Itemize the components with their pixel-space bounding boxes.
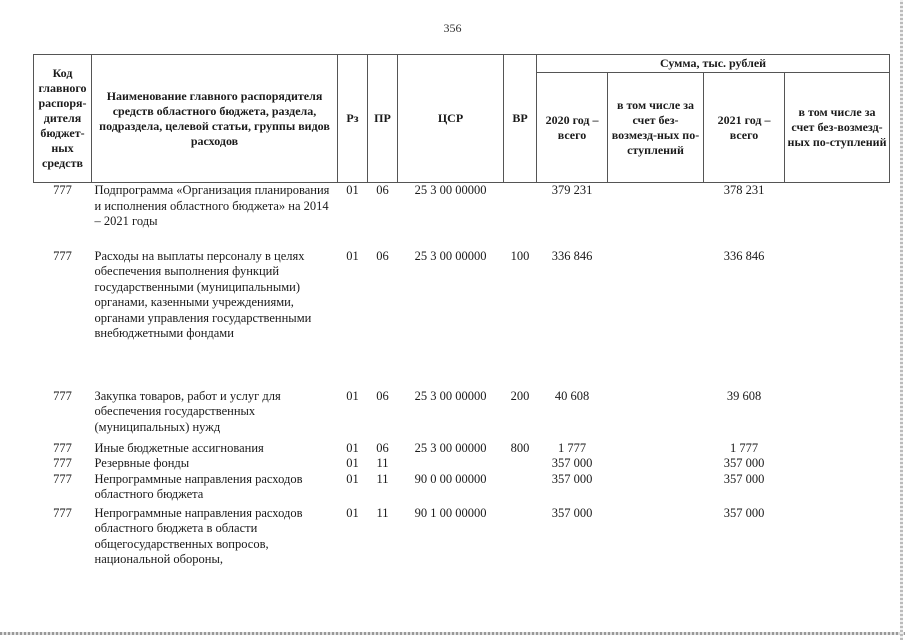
cell-rz: 01 bbox=[346, 183, 359, 197]
cell-csr: 25 3 00 00000 bbox=[414, 248, 487, 263]
cell-vr: 200 bbox=[510, 388, 530, 403]
cell-pr: 11 bbox=[376, 471, 389, 486]
cell-2020-free bbox=[608, 441, 704, 457]
cell-2020-free bbox=[608, 472, 704, 506]
cell-csr: 90 1 00 00000 bbox=[414, 505, 487, 520]
table-row bbox=[34, 456, 890, 472]
cell-pr: 06 bbox=[376, 248, 389, 263]
cell-2021-free bbox=[785, 472, 890, 506]
cell-csr: 25 3 00 00000 bbox=[414, 440, 487, 455]
header-2020-total: 2020 год – всего bbox=[537, 73, 608, 183]
cell-2020-free bbox=[608, 183, 704, 249]
cell-code: 777 bbox=[53, 440, 72, 455]
cell-name: Закупка товаров, работ и услуг для обеспечения государственных (муниципальных) нужд bbox=[94, 388, 281, 434]
header-csr: ЦСР bbox=[398, 55, 504, 183]
table-row bbox=[34, 183, 890, 249]
header-code: Код главного распоря-дителя бюджет-ных средств bbox=[34, 55, 92, 183]
cell-pr: 11 bbox=[376, 505, 389, 520]
cell-code: 777 bbox=[53, 471, 72, 486]
cell-rz: 01 bbox=[346, 440, 359, 455]
header-rz: Рз bbox=[338, 55, 368, 183]
cell-name: Резервные фонды bbox=[94, 456, 190, 470]
header-vr: ВР bbox=[504, 55, 537, 183]
cell-2021-free bbox=[785, 389, 890, 441]
cell-rz: 01 bbox=[346, 471, 359, 486]
budget-table bbox=[33, 54, 890, 572]
cell-name: Подпрограмма «Организация планирования и исполнения областного бюджета» на 2014 – 2021 годы bbox=[94, 183, 330, 228]
cell-name: Расходы на выплаты персоналу в целях обеспечения выполнения функций государственными (муниципальными) органами, казенными учреждениями, органами управления государственными внебюджетными фондами bbox=[94, 248, 312, 340]
cell-2020-free bbox=[608, 249, 704, 389]
cell-2020: 379 231 bbox=[551, 183, 593, 197]
cell-pr: 06 bbox=[376, 388, 389, 403]
table-header bbox=[34, 55, 890, 183]
cell-2021: 336 846 bbox=[723, 248, 765, 263]
header-pr: ПР bbox=[368, 55, 398, 183]
table-row bbox=[34, 249, 890, 389]
cell-2020-free bbox=[608, 456, 704, 472]
table-row bbox=[34, 389, 890, 441]
cell-2021: 39 608 bbox=[726, 388, 762, 403]
cell-code: 777 bbox=[53, 456, 72, 470]
cell-rz: 01 bbox=[346, 388, 359, 403]
cell-vr bbox=[504, 183, 537, 249]
cell-2020: 357 000 bbox=[551, 505, 593, 520]
cell-2021-free bbox=[785, 441, 890, 457]
cell-vr: 800 bbox=[510, 440, 530, 455]
header-name: Наименование главного распорядителя средств областного бюджета, раздела, подраздела, целевой статьи, группы видов расходов bbox=[92, 55, 338, 183]
table-row bbox=[34, 441, 890, 457]
cell-name: Иные бюджетные ассигнования bbox=[94, 440, 264, 455]
header-2020-free: в том числе за счет без-возмезд-ных по-ступлений bbox=[608, 73, 704, 183]
cell-2020-free bbox=[608, 506, 704, 572]
cell-rz: 01 bbox=[346, 248, 359, 263]
cell-2021: 357 000 bbox=[723, 471, 765, 486]
cell-csr: 90 0 00 00000 bbox=[414, 471, 487, 486]
cell-2020: 357 000 bbox=[551, 471, 593, 486]
cell-pr: 06 bbox=[376, 440, 389, 455]
cell-rz: 01 bbox=[346, 456, 359, 470]
cell-2020: 1 777 bbox=[557, 440, 587, 455]
cell-2021-free bbox=[785, 249, 890, 389]
cell-2020: 336 846 bbox=[551, 248, 593, 263]
cell-vr bbox=[504, 506, 537, 572]
cell-2021: 357 000 bbox=[723, 505, 765, 520]
page-right-edge bbox=[900, 0, 903, 640]
cell-code: 777 bbox=[53, 505, 72, 520]
cell-code: 777 bbox=[53, 248, 72, 263]
header-sum: Сумма, тыс. рублей bbox=[537, 55, 890, 73]
cell-csr bbox=[398, 456, 504, 472]
cell-2021-free bbox=[785, 183, 890, 249]
header-2021-total: 2021 год – всего bbox=[704, 73, 785, 183]
cell-pr: 06 bbox=[376, 183, 389, 197]
cell-name: Непрограммные направления расходов областного бюджета bbox=[94, 471, 303, 501]
cell-2021: 1 777 bbox=[729, 440, 759, 455]
cell-csr: 25 3 00 00000 bbox=[414, 388, 487, 403]
cell-vr bbox=[504, 472, 537, 506]
cell-vr: 100 bbox=[510, 248, 530, 263]
table-body bbox=[34, 183, 890, 572]
cell-code: 777 bbox=[53, 388, 72, 403]
cell-csr: 25 3 00 00000 bbox=[414, 183, 487, 197]
cell-2021: 378 231 bbox=[723, 183, 765, 197]
cell-2021-free bbox=[785, 506, 890, 572]
cell-2020: 40 608 bbox=[554, 388, 590, 403]
cell-code: 777 bbox=[53, 183, 72, 197]
cell-2021-free bbox=[785, 456, 890, 472]
header-2021-free: в том числе за счет без-возмезд-ных по-ступлений bbox=[785, 73, 890, 183]
cell-2021: 357 000 bbox=[723, 456, 765, 470]
cell-pr: 11 bbox=[376, 456, 389, 470]
cell-2020-free bbox=[608, 389, 704, 441]
table-row bbox=[34, 506, 890, 572]
cell-2020: 357 000 bbox=[551, 456, 593, 470]
table-row bbox=[34, 472, 890, 506]
cell-vr bbox=[504, 456, 537, 472]
cell-rz: 01 bbox=[346, 505, 359, 520]
page-bottom-edge bbox=[0, 632, 905, 635]
page-number: 356 bbox=[443, 21, 462, 35]
cell-name: Непрограммные направления расходов областного бюджета в области общегосударственных вопросов, национальной обороны, bbox=[94, 505, 303, 566]
